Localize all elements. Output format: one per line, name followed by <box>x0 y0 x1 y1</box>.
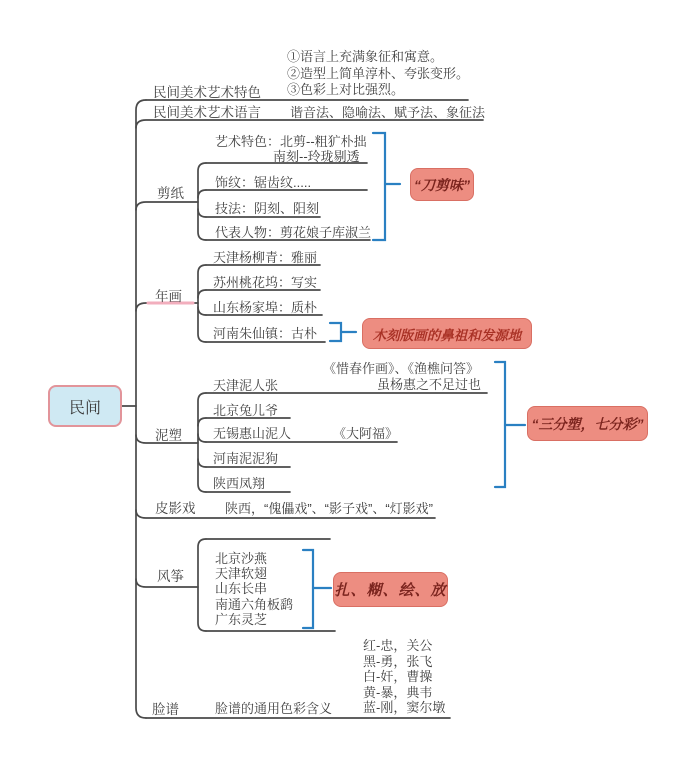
nianhua-callout[interactable]: 木刻版画的鼻祖和发源地 <box>362 318 532 349</box>
branch-piying-label[interactable]: 皮影戏 <box>155 501 196 516</box>
jianzhi-callout[interactable]: “刀剪味” <box>410 168 474 201</box>
nisu-wuxi[interactable]: 无锡惠山泥人 <box>213 426 292 441</box>
lianpu-item-2: 黑-勇，张飞 <box>363 653 433 669</box>
jianzhi-yishutese-line1[interactable]: 艺术特色：北剪--粗犷朴拙 <box>215 134 367 149</box>
fengzheng-item-4: 南通六角板鹞 <box>215 596 294 612</box>
nisu-fengxiang[interactable]: 陕西凤翔 <box>213 476 266 491</box>
fengzheng-callout[interactable]: 扎、糊、绘、放 <box>333 572 448 607</box>
jianzhi-yishutese-line2: 南刻--玲珑剔透 <box>273 149 360 164</box>
branch-tese-label[interactable]: 民间美术艺术特色 <box>153 85 261 100</box>
jianzhi-jifa[interactable]: 技法：阴刻、阳刻 <box>215 201 320 216</box>
branch-lianpu-label[interactable]: 脸谱 <box>152 702 179 717</box>
branch-jianzhi-label[interactable]: 剪纸 <box>157 186 184 201</box>
nisu-tuerye[interactable]: 北京兔儿爷 <box>213 403 279 418</box>
lianpu-item-1: 红-忠，关公 <box>363 638 433 653</box>
lianpu-content[interactable]: 脸谱的通用色彩含义 <box>215 701 333 716</box>
branch-yuyan-label[interactable]: 民间美术艺术语言 <box>153 105 261 120</box>
tese-item-1: ①语言上充满象征和寓意。 <box>287 49 444 64</box>
lianpu-item-5: 蓝-刚，窦尔墩 <box>363 700 446 716</box>
nisu-nirenzhang-note: 虽杨惠之不足过也 <box>377 377 482 392</box>
branch-fengzheng-label[interactable]: 风筝 <box>157 569 184 584</box>
nisu-ninigou[interactable]: 河南泥泥狗 <box>213 451 279 466</box>
fengzheng-item-3: 山东长串 <box>215 581 268 597</box>
tese-item-3: ③色彩上对比强烈。 <box>287 82 405 97</box>
lianpu-items[interactable] <box>363 638 445 716</box>
nianhua-item-4[interactable]: 河南朱仙镇：古朴 <box>213 326 318 341</box>
branch-nisu-label[interactable]: 泥塑 <box>155 428 182 443</box>
fengzheng-items[interactable] <box>215 551 293 627</box>
fengzheng-item-2: 天津软翅 <box>215 566 268 582</box>
yuyan-content[interactable]: 谐音法、隐喻法、赋予法、象征法 <box>290 105 486 120</box>
fengzheng-bracket <box>303 550 313 628</box>
lianpu-item-3: 白-奸，曹操 <box>363 669 433 685</box>
fengzheng-item-1: 北京沙燕 <box>215 551 268 566</box>
root-topic[interactable] <box>48 385 122 427</box>
jianzhi-daibiao[interactable]: 代表人物：剪花娘子库淑兰 <box>215 225 372 240</box>
fengzheng-item-5: 广东灵芝 <box>215 611 268 627</box>
nisu-callout[interactable]: “三分塑，七分彩” <box>527 406 648 441</box>
nisu-nirenzhang[interactable]: 天津泥人张 <box>213 378 279 393</box>
branch-nianhua-label[interactable]: 年画 <box>155 289 182 304</box>
nianhua-bracket <box>330 323 341 341</box>
jianzhi-shiwen[interactable]: 饰纹：锯齿纹..... <box>215 175 312 190</box>
tese-items[interactable] <box>287 49 469 99</box>
tese-item-2: ②造型上简单淳朴、夸张变形。 <box>287 65 470 81</box>
root-topic-label: 民间 <box>68 399 101 417</box>
nianhua-item-1[interactable]: 天津杨柳青：雅丽 <box>213 250 318 265</box>
nisu-wuxi-work: 《大阿福》 <box>333 426 399 441</box>
piying-content[interactable]: 陕西，“傀儡戏”、“影子戏”、“灯影戏” <box>225 501 433 516</box>
nisu-nirenzhang-works: 《惜春作画》、《渔樵问答》 <box>323 361 480 376</box>
lianpu-item-4: 黄-暴，典韦 <box>363 684 433 700</box>
nianhua-item-3[interactable]: 山东杨家埠：质朴 <box>213 300 318 315</box>
jianzhi-bracket <box>373 133 385 240</box>
nianhua-item-2[interactable]: 苏州桃花坞：写实 <box>213 275 318 290</box>
nisu-bracket <box>495 362 505 487</box>
